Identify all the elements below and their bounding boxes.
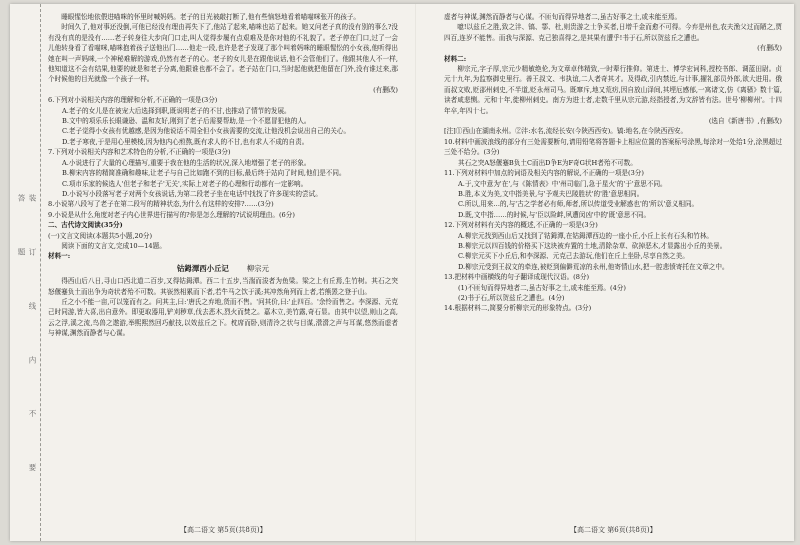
passage-title [48, 264, 398, 274]
page-divider [415, 4, 416, 541]
passage-paragraph: 得西山后八日,寻山口西北道二百步,又得钴鉧潭。西二十五步,当湍而浚者为鱼梁。梁之上有丘焉,生竹树。其石之突怒偃蹇负土而出争为奇状者殆不可数。其嵚然相累而下者,若牛马之饮于溪;其冲然角列而上者,若熊罴之登于山。 [48, 277, 398, 296]
question-12-option: D.柳宗元受到王叔文的牵连,被贬到偏僻荒凉的永州,他寄情山水,把一腔悲愤寄托在文章之中。 [458, 262, 729, 271]
question-12-stem: 12.下列对材料有关内容的概述,不正确的一项是(3分) [444, 221, 598, 230]
question-6-option: A.老子的女儿是在被宠大后选择到职,既说明老子的不甘,也推动了情节的发展。 [62, 106, 291, 115]
question-6-option: D.老子寒夜,于是用心里模棱,因为他内心煎熬,既有求人的不甘,也有求人不成的自责。 [62, 137, 309, 146]
material-1-label: 材料一: [48, 252, 71, 261]
question-14: 14.根据材料二,简要分析柳宗元的形象特点。(3分) [444, 304, 592, 313]
page-footer-left: 【高二语文 第5页(共8页)】 [180, 526, 267, 534]
question-8: 8.小说第八段写了老子在第二段写的精神状态,为什么有这样的安排?……(3分) [48, 200, 274, 209]
material-2-label: 材料二: [444, 54, 467, 63]
question-7-option: B.柳宋内容的精简准确和趣味,让老子与自己比如跑不到的目标,最后终于站向了时间,他们是不同。 [62, 169, 346, 178]
passage-title-text: 钴鉧潭西小丘记 [177, 263, 229, 273]
question-7-option: C.项市乐家的候选人'但老子和老子'无关',实际上对老子的心理和行动都有一定影响。 [62, 179, 308, 188]
reading-instruction: 阅读下面的文言文,完成10—14题。 [61, 241, 166, 250]
question-10-line: 其石之突A怒偃蹇B负土C而出D争E为F奇G状H者殆不可数。 [458, 158, 637, 167]
question-11-option: A.于,文中意为'在',与《陈情表》中'州司临门,急于星火'的'于'意思不同。 [458, 179, 667, 188]
passage-paragraph: 时间久了,他对事还没倒,可他已经没有理由再失下了,他站了起来,喵咪也站了起来。她又问老子真的没有别的事么?没有没有真的是没有……老子转身往大步向门口走,叫人觉得步履有点艰难及是你对他的不礼貌了。老子停在门口,过了一会儿他转身看了看喵咪,喵咪抱着孩子送他出门……他走一段,也许是老子发现了那个叫着妈咪的睡眼惺忪的小女孩,他听得出她在叫一声妈咪,一个神秘难解的游戏,仍然有老子的心。老子的女儿是在跟他说话,他不会管他们了。他跟其他人不一样,他知道这不会有结果,他要的就是和老子分离,他跟谁也都不会了。老子站在门口,当时起他就把他留在门外,没有谁过来,那个时候他的目光就像一个孩子一样。 [48, 23, 398, 84]
annotation-note: [注]①西山在湖南永州。②沣:水名,流经长安(今陕西西安)。镐:地名,在今陕西西安。 [444, 127, 688, 136]
question-6-option: C.老子觉得小女孩有优越感,是因为他说话不周全但小女孩需要的交流,让他没机会说出自己的关心。 [62, 127, 351, 136]
source-note: (有删改) [373, 85, 398, 94]
question-9: 9.小说是从什么角度对老子内心世界进行描写的?你是怎么理解的?试说明理由。(6分) [48, 210, 295, 219]
section-heading: 二、古代诗文阅读(35分) [48, 221, 123, 230]
exam-sheet [10, 4, 794, 541]
question-7-option: D.小说写小段落写老子对两个女孩说话,为第二段老子坐在电话中找找了许多现实的尝试。 [62, 189, 322, 198]
left-page [48, 12, 398, 519]
question-6-option: B.文中的项乐乐长眼谦逊、温和友好,刚到了老子后需要帮助,是一个不愿冒犯他的人。 [62, 117, 311, 126]
question-12-option: B.柳宗元以四百钱的价格买下这块被弃置的土地,清除杂草、砍掉恶木,才显露出小丘的美景。 [458, 241, 727, 250]
source-note: (有删改) [757, 44, 782, 53]
question-12-option: A.柳宗元找到西山后又找到了钴鉧潭,在钴鉧潭西边的一座小丘,小丘上长有石头和竹林。 [458, 231, 714, 240]
passage-paragraph: 虚者与神谋,渊然而静者与心谋。不匝旬而得异地者二,虽古好事之士,或未能至焉。 [444, 13, 682, 21]
question-11-option: C.所以,用来…的,与'古之学者必有师,师者,所以传道受业解惑也'的'所以'意义相同。 [458, 200, 699, 209]
passage-paragraph: 柳宗元,字子厚,宗元少精敏绝伦,为文章卓伟精致,一时辈行推仰。第进士、博学宏词科,授校书郎、调蓝田尉。贞元十九年,为监察御史里行。善王叔文、韦执谊,二人者奇其才。及得政,引内禁近,与计事,擢礼部员外郎,欲大进用。俄而叔文败,贬邵州刺史,不半道,贬永州司马。既窜斥,地又荒疠,因自放山泽间,其堙厄感郁,一寓诸文,仿《离骚》数十篇,读者咸悲恻。元和十年,徙柳州刺史。南方为进士者,走数千里从宗元游,经指授者,为文辞皆有法。世号'柳柳州'。十四年卒,年四十七。 [444, 65, 782, 115]
binding-gutter [10, 4, 41, 541]
passage-paragraph: 睡眼惺忪地依偎进喵咪的怀里时喊妈妈。老子的目光被敲打断了,他有些恼怒地看着喵喵咪张开的孩子。 [61, 13, 361, 21]
passage-paragraph: 丘之小不能一亩,可以笼而有之。问其主,曰:'唐氏之弃地,货而不售。'问其价,曰:'止四百。'余怜而售之。李深源、元克己时同游,皆大喜,出自意外。即更取器用,铲刈秽草,伐去恶木,烈火而焚之。嘉木立,美竹露,奇石显。由其中以望,则山之高,云之浮,溪之流,鸟兽之遨游,举熙熙然回巧献技,以效兹丘之下。枕席而卧,则清泠之状与目谋,瀯瀯之声与耳谋,悠然而虚者与神谋,渊然而静者与心谋。 [48, 297, 398, 338]
question-12-option: C.柳宗元买下小丘后,和李深源、元克己去游玩,他们在丘上坐卧,尽享自然之美。 [458, 252, 689, 261]
question-11-stem: 11.下列对材料中加点的词语及相关内容的解说,不正确的一项是(3分) [444, 169, 644, 178]
question-13-item: (1)不匝旬而得异地者二,虽古好事之士,或未能至焉。(4分) [458, 283, 626, 292]
question-11-option: B.胜,本义为美,文中指美景,与'予观夫巴陵胜状'的'胜'意思相同。 [458, 189, 644, 198]
source-note: (选自《新唐书》,有删改) [708, 117, 782, 126]
right-page [444, 12, 782, 519]
question-7-option: A.小说进行了大量的心理描写,重要于我在他的生活的状况,深入地增强了老子的形象。 [62, 158, 311, 167]
page-footer-right: 【高二语文 第6页(共8页)】 [570, 526, 657, 534]
question-13-stem: 13.把材料中画横线的句子翻译成现代汉语。(8分) [444, 273, 590, 282]
passage-paragraph: 噫!以兹丘之胜,致之沣、镐、鄠、杜,则贵游之士争买者,日增千金而愈不可得。今弃是州也,农夫渔父过而陋之,贾四百,连岁不能售。而我与深源、克己独喜得之,是其果有遭乎!书于石,所以贺兹丘之遭也。 [444, 23, 782, 42]
question-11-option: D.既,文中指……的时候,与'臣以险衅,夙遭闵凶'中的'既'意思不同。 [458, 210, 651, 219]
question-7-stem: 7.下列对小说相关内容和艺术特色的分析,不正确的一项是(3分) [48, 148, 231, 157]
question-10-stem: 10.材料中画波浪线的部分有三处需要断句,请用铅笔将答题卡上相应位置的答案标号涂黑,每涂对一处给1分,涂黑超过三处不给分。(3分) [444, 137, 782, 157]
subsection-heading: (一)文言文阅读(本题共5小题,20分) [48, 231, 153, 240]
question-13-item: (2)书于石,所以贺兹丘之遭也。(4分) [458, 293, 565, 302]
passage-author: 柳宗元 [246, 263, 269, 273]
question-6-stem: 6.下列对小说相关内容的理解和分析,不正确的一项是(3分) [48, 96, 218, 105]
gutter-text: 装 订 线 内 不 要 答 题 [17, 194, 37, 493]
